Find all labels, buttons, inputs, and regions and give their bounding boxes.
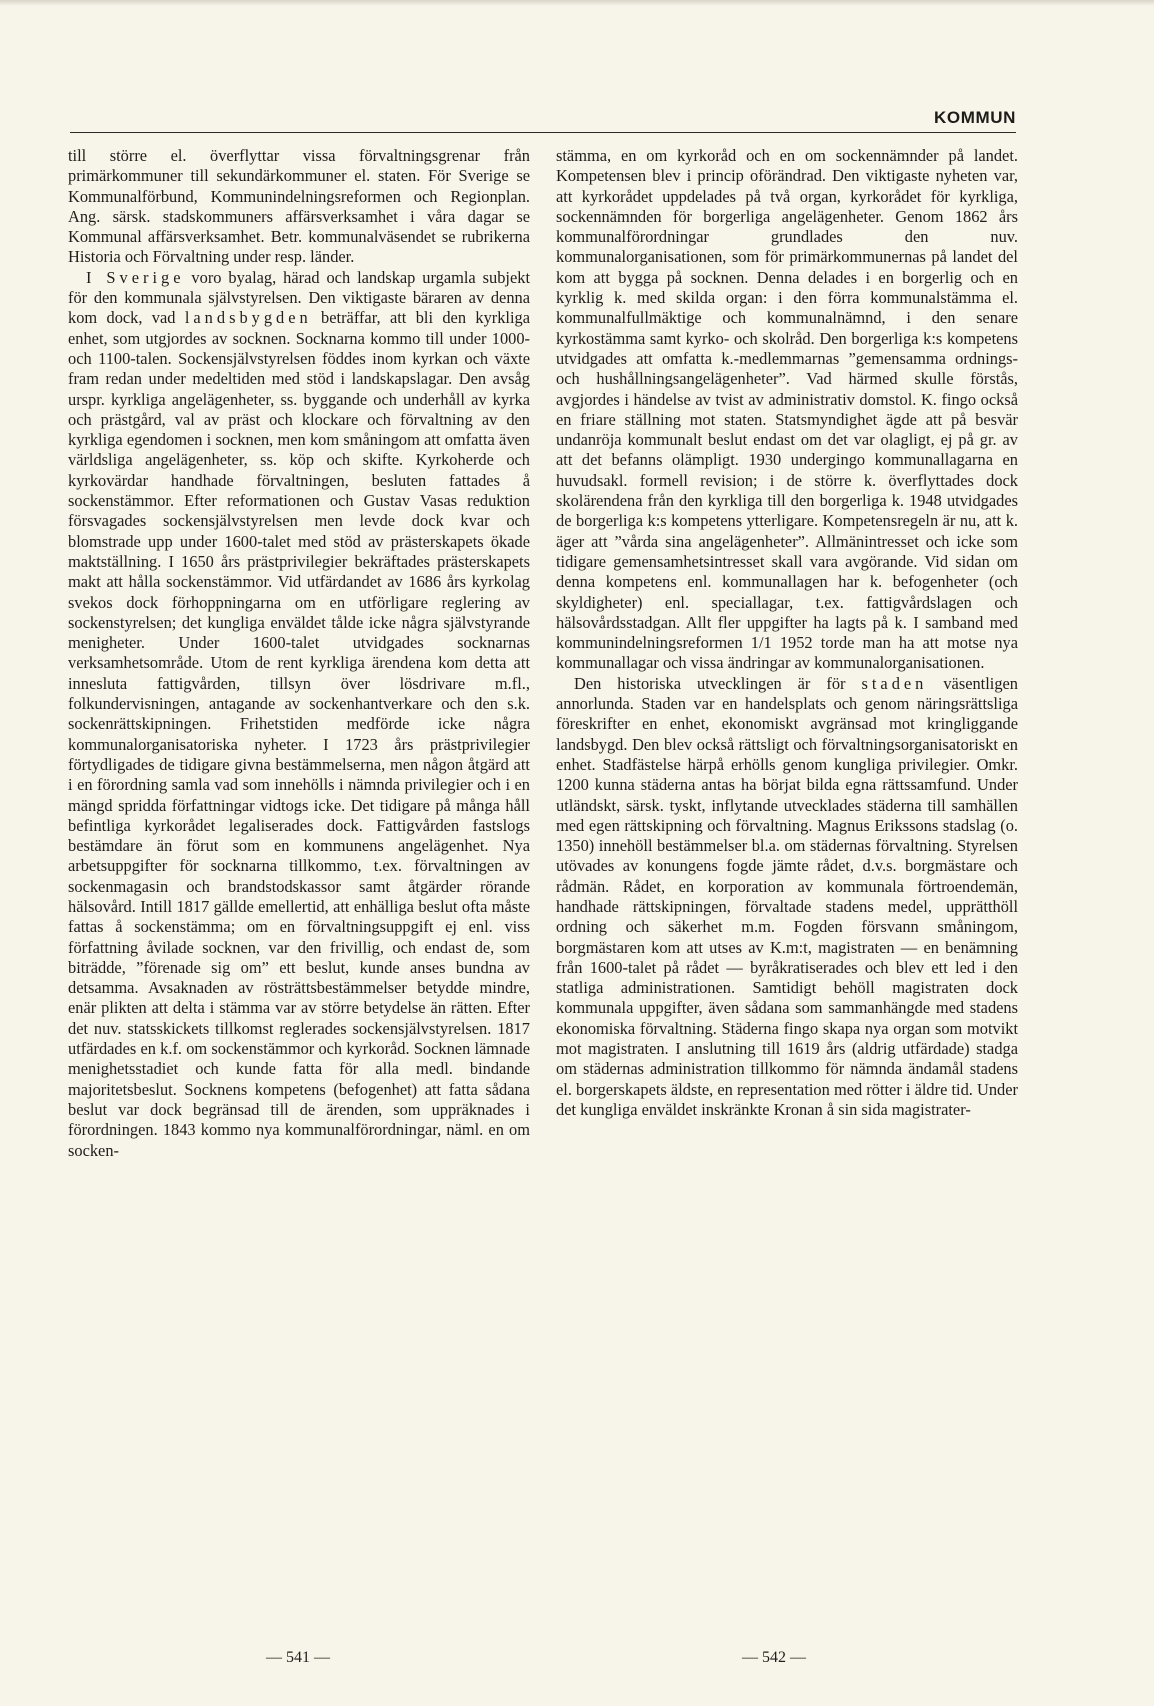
left-paragraph-2-text-a: voro byalag, härad och landskap urgamla subjekt för den kommunala självstyrelsen. Den viktigaste bäraren av denna kom dock, vad: [68, 267, 530, 328]
page-number-right: — 542 —: [742, 1649, 806, 1666]
spaced-term-staden: staden: [861, 673, 928, 693]
paper-top-edge: [0, 0, 1154, 6]
right-paragraph-2: [556, 674, 1018, 1121]
left-column: [68, 146, 530, 1161]
right-column: [556, 146, 1018, 1120]
header-kicker: KOMMUN: [934, 108, 1016, 127]
left-paragraph-1: till större el. överflyttar vissa förvaltningsgrenar från primärkommuner till sekundärkommuner el. staten. För Sverige se Kommunalförbund, Kommunindelningsreformen och Regionplan. Ang. särsk. stadskommuners affärsverksamhet i våra dagar se Kommunal affärsverksamhet. Betr. kommunalväsendet se rubrikerna Historia och Förvaltning under resp. länder.: [68, 146, 530, 267]
page-number-left: — 541 —: [266, 1649, 330, 1666]
spaced-term-landsbygden: landsbygden: [184, 308, 312, 328]
running-header: [70, 104, 1016, 133]
left-paragraph-2: [68, 268, 530, 1161]
left-paragraph-2-text-b: beträffar, att bli den kyrkliga enhet, som utgjordes av socknen. Socknarna kommo till under 1000- och 1100-talen. Sockensjälvstyrelsen föddes inom kyrkan och växte fram redan under medeltiden med stöd i landskapslagar. Den avsåg urspr. kyrkliga angelägenheter, ss. byggande och underhåll av kyrka och prästgård, val av präst och klockare och förvaltning av den kyrkliga egendomen i socknen, men kom småningom att omfatta även världsliga angelägenheter, ss. köp och skifte. Kyrkoherde och kyrkovärdar handhade förvaltningen, besluten fattades å sockenstämmor. Efter reformationen och Gustav Vasas reduktion försvagades sockensjälvstyrelsen men levde dock kvar och blomstrade upp under 1600-talet med stöd av prästerskapets ökade maktställning. I 1650 års prästprivilegier bekräftades prästerskapets makt att hålla sockenstämmor. Vid utfärdandet av 1686 års kyrkolag svekos dock förhoppningarna om en utförligare reglering av sockenstyrelsen; det kungliga enväldet tålde icke några självstyrande menigheter. Under 1600-talet utvidgades socknarnas verksamhetsområde. Utom de rent kyrkliga ärendena kom detta att innesluta fattigvården, tillsyn över lösdrivare m.fl., folkundervisningen, antagande av sockenhantverkare och den s.k. sockenrättskipningen. Frihetstiden medförde icke några kommunalorganisatoriska nyheter. I 1723 års prästprivilegier förtydligades de tidigare givna bestämmelserna, men någon åtgärd att i en förordning samla vad som innehölls i nämnda privilegier och i en mängd spridda författningar vidtogs icke. Det tidigare på många håll befintliga kyrkorådet legaliserades dock. Fattigvården fastslogs bestämdare än förut som en kommunens angelägenhet. Nya arbetsuppgifter för socknarna tillkommo, t.ex. förvaltningen av sockenmagasin och brandstodskassor samt åtgärder rörande hälsovård. Intill 1817 gällde emellertid, att enhälliga beslut ofta måste fattas å sockenstämma; om en förvaltningsuppgift ej enl. viss författning åvilade socknen, var den frivillig, och endast de, som biträdde, ”förenade sig om” ett beslut, kunde anses bundna av detsamma. Avsaknaden av rösträttsbestämmelser betydde mindre, enär plikten att delta i stämma var av större betydelse än rätten. Efter det nuv. statsskickets tillkomst reglerades sockensjälvstyrelsen. 1817 utfärdades en k.f. om sockenstämmor och kyrkoråd. Socknen lämnade menighetsstadiet och kunde fatta för alla medl. bindande majoritetsbeslut. Socknens kompetens (befogenhet) att fatta sådana beslut var dock begränsad till de ärenden, som uppräknades i förordningen. 1843 kommo nya kommunalförordningar, näml. en om socken-: [68, 308, 531, 1160]
right-paragraph-2-text-b: väsentligen annorlunda. Staden var en handelsplats och genom näringsrättsliga föreskrifter en enhet, ekonomiskt avgränsad mot kringliggande landsbygd. Den blev också rättsligt och förvaltningsorganisatoriskt en enhet. Stadfästelse härpå erhölls genom kungliga privilegier. Omkr. 1200 kunna städerna antas ha börjat bilda egna rättssamfund. Under utländskt, särsk. tyskt, inflytande utvecklades städerna till samhällen med egen rättskipning och förvaltning. Magnus Erikssons stadslag (o. 1350) innehöll bestämmelser bl.a. om städernas förvaltning. Styrelsen utövades av konungens fogde jämte rådet, d.v.s. borgmästare och rådmän. Rådet, en korporation av kommunala förtroendemän, handhade rättskipningen, förvaltade stadens medel, upprätthöll ordning och säkerhet m.m. Fogden försvann småningom, borgmästaren kom att utses av K.m:t, magistraten — en benämning från 1600-talet på rådet — byråkratiserades och blev ett led i den statliga administrationen. Samtidigt behöll magistraten dock kommunala uppgifter, även sådana som sammanhängde med stadens ekonomiska förvaltning. Städerna fingo skapa nya organ som motvikt mot magistraten. I anslutning till 1619 års (aldrig utfärdade) stadga om städernas administration tillkommo för nämnda ändamål stadens el. borgerskapets äldste, en representation med rötter i äldre tid. Under det kungliga enväldet inskränkte Kronan å sin sida magistrater-: [556, 673, 1018, 1119]
right-paragraph-2-text-a: Den historiska utvecklingen är för: [574, 673, 862, 693]
right-paragraph-1: stämma, en om kyrkoråd och en om sockennämnder på landet. Kompetensen blev i princip oförändrad. Den viktigaste nyheten var, att kyrkorådet uppdelades på två organ, kyrkorådet för kyrkliga, sockennämnden för borgerliga angelägenheter. Genom 1862 års kommunalförordningar grundlades den nuv. kommunalorganisationen, som för primärkommunernas på landet del kom att bygga på socknen. Denna delades i en borgerlig och en kyrklig k. med skilda organ: i den förra kommunalstämma el. kommunalfullmäktige och kommunalnämnd, i den senare kyrkostämma samt kyrko- och skolråd. Den borgerliga k:s kompetens utvidgades att omfatta k.-medlemmarnas ”gemensamma ordnings- och hushållningsangelägenheter”. Vad härmed skulle förstås, avgjordes i händelse av tvist av administrativ domstol. K. fingo också en friare ställning mot staten. Statsmyndighet ägde att på besvär undanröja kommunalt beslut endast om det var olagligt, ej på gr. av att det befanns olämpligt. 1930 undergingo kommunallagarna en huvudsakl. formell revision; i de större k. överflyttades dock skolärendena från den kyrkliga till den borgerliga k. 1948 utvidgades de borgerliga k:s kompetens ytterligare. Kompetensregeln är nu, att k. äger att ”vårda sina angelägenheter”. Allmänintresset och icke som tidigare gemensamhetsintresset skall vara avgörande. Vid sidan om denna kompetens enl. kommunallagen har k. befogenheter (och skyldigheter) enl. speciallagar, t.ex. fattigvårdslagen och hälsovårdsstadgan. Allt fler uppgifter ha lagts på k. I samband med kommunindelningsreformen 1/1 1952 torde man ha att motse nya kommunallagar och vissa ändringar av kommunalorganisationen.: [556, 146, 1018, 673]
spaced-term-sverige: I Sverige: [86, 267, 185, 287]
